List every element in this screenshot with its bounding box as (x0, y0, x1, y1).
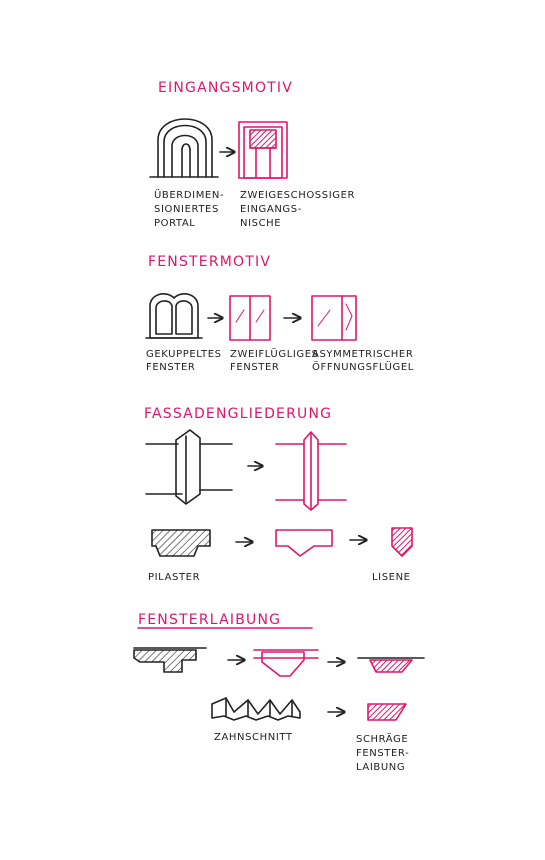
coupled-window-sketch (146, 294, 202, 338)
pilaster-elevation-sketch (146, 430, 232, 504)
lisene-elevation-sketch (276, 432, 346, 510)
pilaster-plan-outline-sketch (276, 530, 332, 556)
label-niche: ZWEIGESCHOSSIGER EINGANGS- NISCHE (240, 190, 356, 229)
stepped-reveal-sketch (134, 648, 206, 672)
label-portal: ÜBERDIMEN- SIONIERTES PORTAL (154, 190, 225, 229)
asymmetric-window-sketch (312, 296, 356, 340)
portal-sketch (150, 119, 218, 177)
heading-fensterlaibung: FENSTERLAIBUNG (138, 612, 282, 628)
pilaster-plan-sketch (152, 530, 210, 556)
two-wing-window-sketch (230, 296, 270, 340)
label-pilaster: PILASTER (148, 572, 201, 583)
lisene-plan-sketch (392, 528, 412, 556)
heading-eingangsmotiv: EINGANGSMOTIV (158, 80, 294, 96)
angled-reveal-outline-sketch (254, 650, 318, 676)
section-fensterlaibung (134, 612, 424, 773)
label-coupled-window: GEKUPPELTES FENSTER (146, 349, 222, 373)
angled-reveal-final-sketch (368, 704, 406, 720)
section-eingangsmotiv (150, 80, 359, 229)
section-fassadengliederung (144, 406, 412, 583)
label-lisene: LISENE (372, 572, 411, 583)
angled-reveal-hatched-sketch (358, 658, 424, 672)
niche-sketch (239, 122, 287, 178)
heading-fassadengliederung: FASSADENGLIEDERUNG (144, 406, 333, 422)
heading-fenstermotiv: FENSTERMOTIV (148, 254, 272, 270)
label-zahnschnitt: ZAHNSCHNITT (214, 732, 293, 743)
dentil-sketch (212, 698, 300, 720)
section-fenstermotiv (146, 254, 417, 373)
label-asymmetric-window: ASYMMETRISCHER ÖFFNUNGSFLÜGEL (312, 349, 414, 373)
label-two-wing-window: ZWEIFLÜGLIGES FENSTER (230, 349, 319, 373)
label-schraege-laibung: SCHRÄGE FENSTER- LAIBUNG (356, 734, 410, 773)
